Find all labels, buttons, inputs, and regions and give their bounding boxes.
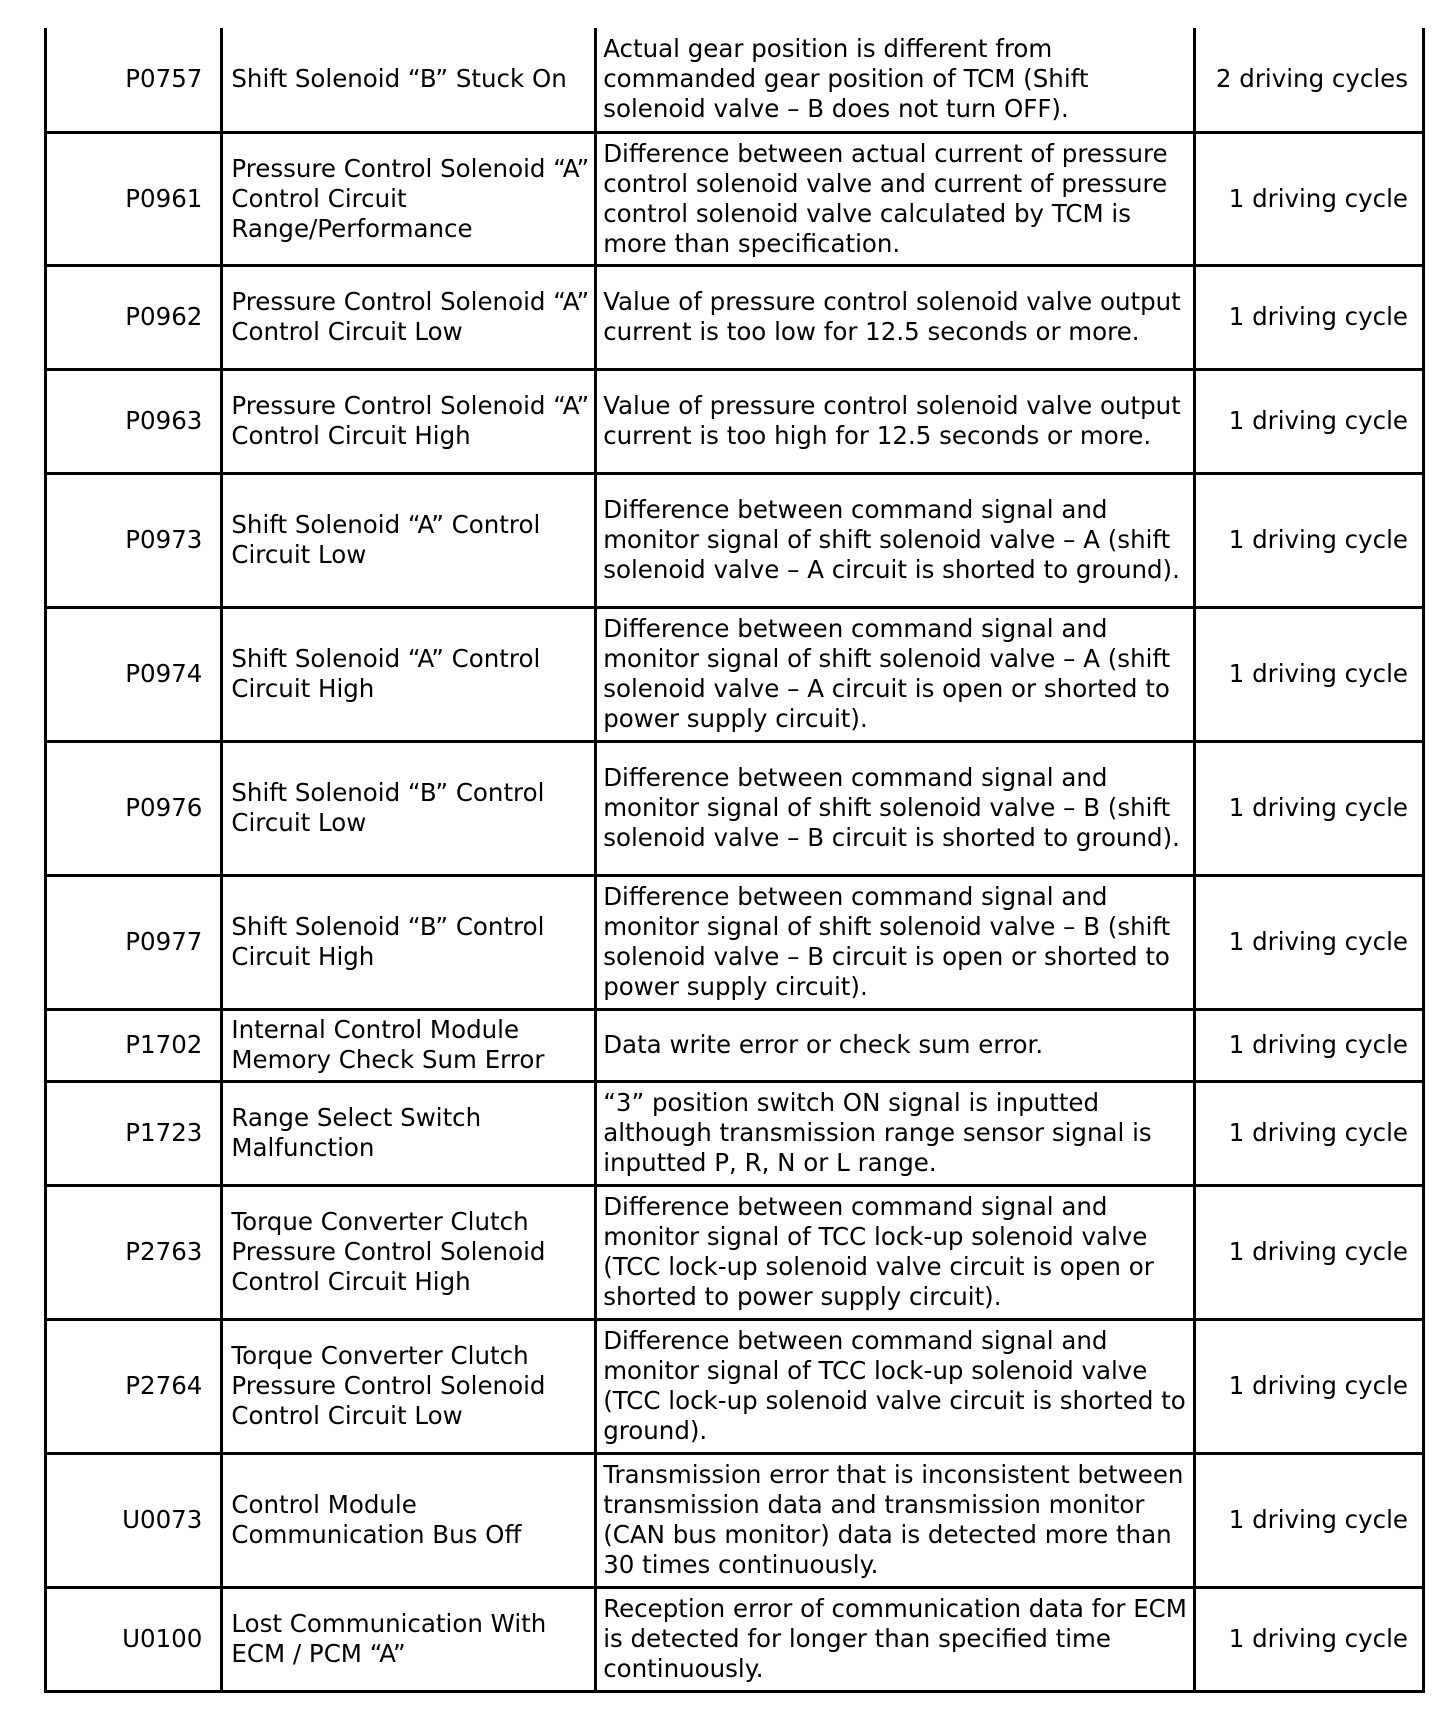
- driving-cycle-cell: 1 driving cycle: [1195, 607, 1424, 741]
- driving-cycle-cell: 1 driving cycle: [1195, 1081, 1424, 1185]
- detection-condition-cell: Difference between command signal and monitor signal of TCC lock-up solenoid valve (TCC lock-up solenoid valve circuit is open or shorted to power supply circuit).: [596, 1185, 1195, 1319]
- dtc-code-cell: P0961: [46, 132, 222, 265]
- table-row: [46, 265, 1424, 369]
- dtc-code-cell: U0100: [46, 1587, 222, 1691]
- table-row: [46, 1185, 1424, 1319]
- driving-cycle-cell: 1 driving cycle: [1195, 473, 1424, 607]
- detection-condition-cell: Data write error or check sum error.: [596, 1009, 1195, 1081]
- table-row: [46, 607, 1424, 741]
- dtc-name-cell: Pressure Control Solenoid “A” Control Circuit Range/Performance: [222, 132, 596, 265]
- detection-condition-cell: Transmission error that is inconsistent between transmission data and transmission monitor (CAN bus monitor) data is detected more than 30 times continuously.: [596, 1453, 1195, 1587]
- dtc-code-cell: P0963: [46, 369, 222, 473]
- table-row: [46, 741, 1424, 875]
- dtc-code-cell: P1702: [46, 1009, 222, 1081]
- detection-condition-cell: Difference between command signal and monitor signal of shift solenoid valve – A (shift solenoid valve – A circuit is shorted to ground).: [596, 473, 1195, 607]
- dtc-code-cell: P2764: [46, 1319, 222, 1453]
- dtc-name-cell: Control Module Communication Bus Off: [222, 1453, 596, 1587]
- driving-cycle-cell: 1 driving cycle: [1195, 1453, 1424, 1587]
- table-row: [46, 1319, 1424, 1453]
- table-row: [46, 369, 1424, 473]
- dtc-name-cell: Shift Solenoid “A” Control Circuit High: [222, 607, 596, 741]
- dtc-table: [44, 28, 1425, 1693]
- dtc-name-cell: Internal Control Module Memory Check Sum Error: [222, 1009, 596, 1081]
- driving-cycle-cell: 1 driving cycle: [1195, 369, 1424, 473]
- table-row: [46, 473, 1424, 607]
- table-row: [46, 28, 1424, 132]
- driving-cycle-cell: 1 driving cycle: [1195, 265, 1424, 369]
- driving-cycle-cell: 1 driving cycle: [1195, 741, 1424, 875]
- driving-cycle-cell: 1 driving cycle: [1195, 132, 1424, 265]
- dtc-name-cell: Torque Converter Clutch Pressure Control Solenoid Control Circuit Low: [222, 1319, 596, 1453]
- dtc-name-cell: Shift Solenoid “A” Control Circuit Low: [222, 473, 596, 607]
- driving-cycle-cell: 1 driving cycle: [1195, 1587, 1424, 1691]
- driving-cycle-cell: 1 driving cycle: [1195, 1009, 1424, 1081]
- dtc-name-cell: Pressure Control Solenoid “A” Control Circuit High: [222, 369, 596, 473]
- dtc-code-cell: P0962: [46, 265, 222, 369]
- driving-cycle-cell: 1 driving cycle: [1195, 1185, 1424, 1319]
- dtc-name-cell: Lost Communication With ECM / PCM “A”: [222, 1587, 596, 1691]
- detection-condition-cell: Difference between command signal and monitor signal of shift solenoid valve – B (shift solenoid valve – B circuit is shorted to ground).: [596, 741, 1195, 875]
- detection-condition-cell: Difference between actual current of pressure control solenoid valve and current of pressure control solenoid valve calculated by TCM is more than specification.: [596, 132, 1195, 265]
- dtc-code-cell: P1723: [46, 1081, 222, 1185]
- table-row: [46, 132, 1424, 265]
- dtc-name-cell: Range Select Switch Malfunction: [222, 1081, 596, 1185]
- dtc-code-cell: P0977: [46, 875, 222, 1009]
- detection-condition-cell: “3” position switch ON signal is inputted although transmission range sensor signal is inputted P, R, N or L range.: [596, 1081, 1195, 1185]
- dtc-name-cell: Pressure Control Solenoid “A” Control Circuit Low: [222, 265, 596, 369]
- dtc-table-body: [46, 28, 1424, 1691]
- driving-cycle-cell: 2 driving cycles: [1195, 28, 1424, 132]
- dtc-name-cell: Shift Solenoid “B” Stuck On: [222, 28, 596, 132]
- detection-condition-cell: Difference between command signal and monitor signal of shift solenoid valve – B (shift solenoid valve – B circuit is open or shorted to power supply circuit).: [596, 875, 1195, 1009]
- dtc-code-cell: P0757: [46, 28, 222, 132]
- table-row: [46, 875, 1424, 1009]
- detection-condition-cell: Difference between command signal and monitor signal of shift solenoid valve – A (shift solenoid valve – A circuit is open or shorted to power supply circuit).: [596, 607, 1195, 741]
- table-row: [46, 1587, 1424, 1691]
- dtc-code-cell: P2763: [46, 1185, 222, 1319]
- detection-condition-cell: Value of pressure control solenoid valve output current is too low for 12.5 seconds or more.: [596, 265, 1195, 369]
- detection-condition-cell: Value of pressure control solenoid valve output current is too high for 12.5 seconds or more.: [596, 369, 1195, 473]
- driving-cycle-cell: 1 driving cycle: [1195, 875, 1424, 1009]
- table-row: [46, 1081, 1424, 1185]
- dtc-code-cell: P0974: [46, 607, 222, 741]
- dtc-code-cell: U0073: [46, 1453, 222, 1587]
- dtc-name-cell: Shift Solenoid “B” Control Circuit Low: [222, 741, 596, 875]
- dtc-code-cell: P0973: [46, 473, 222, 607]
- detection-condition-cell: Reception error of communication data for ECM is detected for longer than specified time continuously.: [596, 1587, 1195, 1691]
- dtc-name-cell: Torque Converter Clutch Pressure Control Solenoid Control Circuit High: [222, 1185, 596, 1319]
- dtc-code-cell: P0976: [46, 741, 222, 875]
- dtc-name-cell: Shift Solenoid “B” Control Circuit High: [222, 875, 596, 1009]
- driving-cycle-cell: 1 driving cycle: [1195, 1319, 1424, 1453]
- detection-condition-cell: Actual gear position is different from commanded gear position of TCM (Shift solenoid valve – B does not turn OFF).: [596, 28, 1195, 132]
- detection-condition-cell: Difference between command signal and monitor signal of TCC lock-up solenoid valve (TCC lock-up solenoid valve circuit is shorted to ground).: [596, 1319, 1195, 1453]
- table-row: [46, 1009, 1424, 1081]
- table-row: [46, 1453, 1424, 1587]
